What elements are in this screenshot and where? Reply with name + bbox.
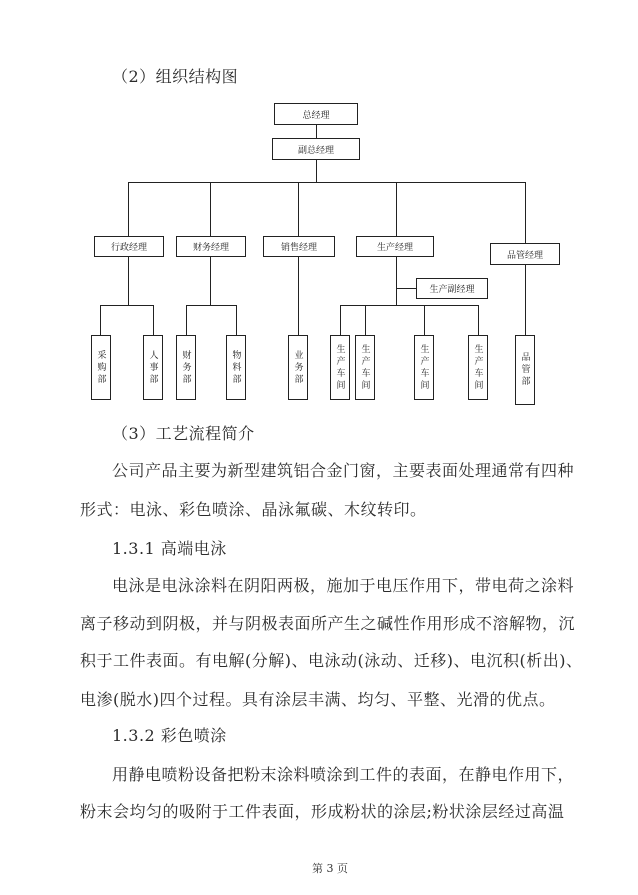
box-admin-manager: 行政经理 (94, 236, 164, 257)
box-dept-workshop-3: 生产车间 (414, 335, 434, 400)
page-number (312, 860, 348, 876)
box-dept-finance: 财务部 (176, 335, 196, 400)
box-dept-quality: 品管部 (515, 335, 535, 405)
box-dept-workshop-1: 生产车间 (330, 335, 350, 400)
para-1-3-1-line-4: 电渗(脱水)四个过程。具有涂层丰满、均匀、平整、光滑的优点。 (80, 690, 556, 709)
page-number-value: 3 (326, 862, 334, 875)
intro-line-1: 公司产品主要为新型建筑铝合金门窗，主要表面处理通常有四种 (112, 461, 575, 480)
page-number-suffix: 页 (337, 862, 348, 875)
box-general-manager: 总经理 (274, 103, 358, 125)
heading-1-3-1: 1.3.1 高端电泳 (112, 539, 227, 558)
para-1-3-1-line-2: 离子移动到阴极，并与阴极表面所产生之碱性作用形成不溶解物，沉 (80, 614, 576, 633)
page-number-prefix: 第 (312, 862, 323, 875)
box-production-deputy-manager: 生产副经理 (416, 278, 488, 299)
box-dept-workshop-2: 生产车间 (355, 335, 375, 400)
intro-line-2: 形式：电泳、彩色喷涂、晶泳氟碳、木纹转印。 (80, 500, 427, 519)
para-1-3-1-line-1: 电泳是电泳涂料在阴阳两极，施加于电压作用下，带电荷之涂料 (112, 576, 575, 595)
box-dept-workshop-4: 生产车间 (468, 335, 488, 400)
para-1-3-2-line-2: 粉末会均匀的吸附于工件表面，形成粉状的涂层;粉状涂层经过高温 (80, 802, 565, 821)
box-deputy-general-manager: 副总经理 (272, 138, 360, 160)
section-title-org-chart: （2）组织结构图 (112, 67, 239, 86)
heading-1-3-2: 1.3.2 彩色喷涂 (112, 726, 227, 745)
para-1-3-2-line-1: 用静电喷粉设备把粉末涂料喷涂到工件的表面，在静电作用下， (112, 765, 575, 784)
box-dept-hr: 人事部 (143, 335, 163, 400)
box-dept-materials: 物料部 (226, 335, 246, 400)
section-title-process: （3）工艺流程简介 (112, 424, 255, 443)
box-finance-manager: 财务经理 (176, 236, 246, 257)
box-dept-business: 业务部 (288, 335, 308, 400)
box-dept-purchasing: 采购部 (91, 335, 111, 400)
box-sales-manager: 销售经理 (263, 236, 335, 257)
box-production-manager: 生产经理 (356, 236, 434, 257)
box-quality-manager: 品管经理 (490, 243, 560, 265)
para-1-3-1-line-3: 积于工件表面。有电解(分解)、电泳动(泳动、迁移)、电沉积(析出)、 (80, 651, 583, 670)
